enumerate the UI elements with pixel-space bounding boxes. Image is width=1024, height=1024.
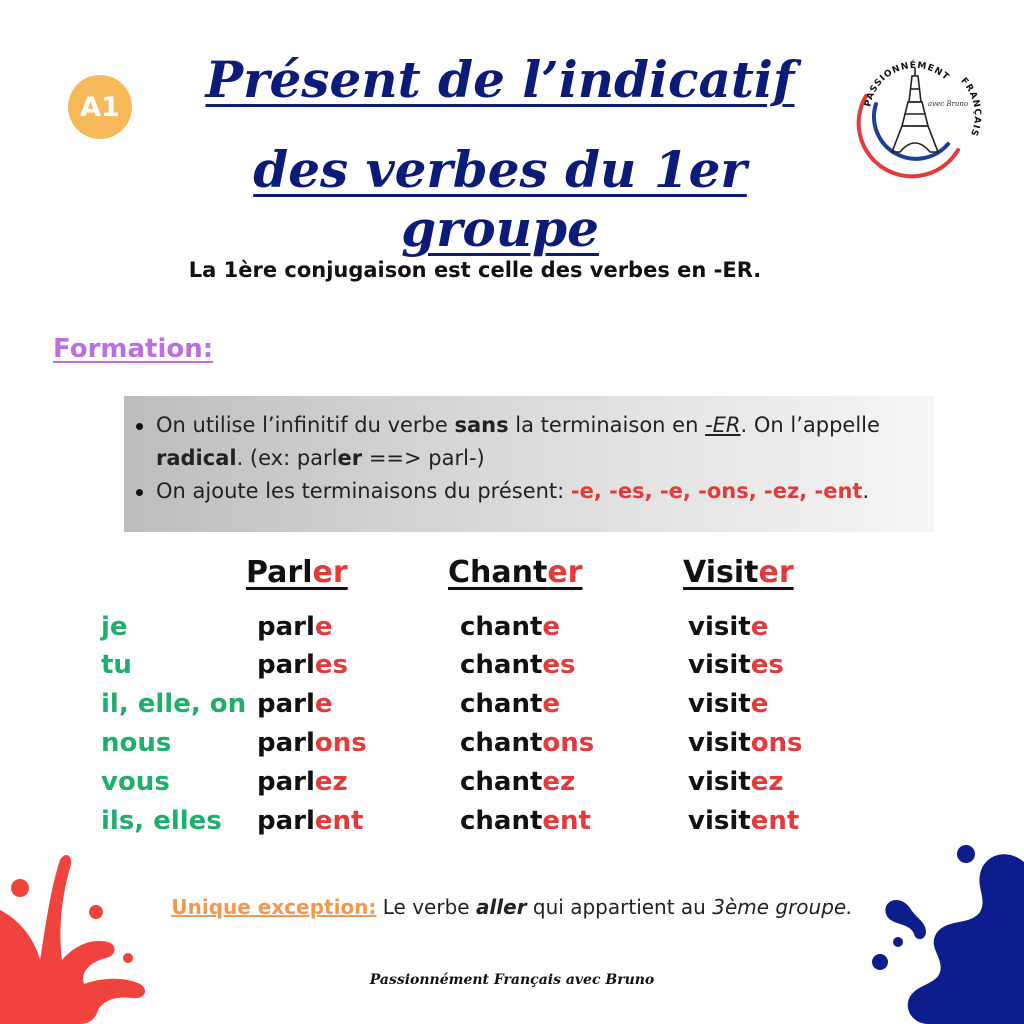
conjugated-form-parler [257,689,333,719]
verb-heading-visiter [683,555,794,590]
eiffel-tower-icon [892,68,938,152]
page-title-line-1: Présent de l’indicatif [205,50,795,109]
form-stem: visit [688,689,751,719]
rule-text: ==> parl-) [362,446,485,470]
conjugated-form-visiter [688,728,803,758]
exception-verb: aller [475,895,527,919]
conjugated-form-visiter [688,767,783,797]
pronoun: nous [101,728,172,758]
conjugated-form-chanter [460,728,594,758]
pronoun: ils, elles [101,806,222,836]
form-stem: parl [257,728,315,758]
formation-heading: Formation: [53,334,214,364]
page-title-line-2: des verbes du 1er groupe [253,140,747,258]
exception-label: Unique exception: [171,895,377,919]
form-ending: e [750,612,769,642]
form-ending: e [314,612,333,642]
rule-bold-er: er [337,446,363,470]
conjugated-form-chanter [460,612,560,642]
exception-group: 3ème groupe. [712,895,853,919]
form-ending: ent [542,806,591,836]
form-ending: es [750,650,784,680]
conjugated-form-chanter [460,806,591,836]
form-stem: parl [257,806,315,836]
exception-text: qui appartient au [526,895,713,919]
form-stem: chant [460,767,543,797]
form-ending: ent [314,806,364,836]
form-stem: chant [460,806,543,836]
form-ending: e [542,689,561,719]
form-ending: es [314,650,348,680]
rule-bold-sans: sans [454,413,509,437]
form-ending: ons [750,728,803,758]
pronoun: vous [101,767,170,797]
form-stem: chant [460,612,543,642]
form-stem: chant [460,728,543,758]
blue-paint-splash-icon [870,842,1024,1024]
rule-text: On utilise l’infinitif du verbe [156,413,455,437]
conjugation-row-nous [0,728,1024,767]
conjugated-form-parler [257,767,348,797]
conjugated-form-visiter [688,612,768,642]
form-ending: e [750,689,769,719]
form-stem: parl [257,650,315,680]
form-ending: ez [314,767,348,797]
form-stem: visit [688,806,751,836]
conjugated-form-parler [257,728,367,758]
conjugated-form-chanter [460,650,576,680]
conjugation-row-je [0,612,1024,651]
red-paint-splash-icon [0,850,150,1024]
verb-stem: Parl [246,555,313,590]
rule-text: . [862,479,870,503]
pronoun: il, elle, on [101,689,247,719]
form-ending: e [542,612,561,642]
verb-heading-parler [246,555,348,590]
rule-endings: -e, -es, -e, -ons, -ez, -ent [570,479,863,503]
form-stem: parl [257,689,315,719]
rule-bold-radical: radical [156,446,237,470]
conjugated-form-visiter [688,806,799,836]
logo-center-text: avec Bruno [928,100,969,108]
conjugation-row-vous [0,767,1024,806]
logo-right-text: FRANÇAIS [958,76,982,138]
level-badge [68,75,132,139]
conjugation-row-ils-elles [0,806,1024,845]
form-stem: chant [460,650,543,680]
footer-signature: Passionnément Français avec Bruno [369,972,655,988]
conjugated-form-chanter [460,689,560,719]
intro-text: La 1ère conjugaison est celle des verbes en -ER. [188,258,762,282]
verb-stem: Visit [683,555,759,590]
verb-ending: er [758,555,794,590]
verb-heading-chanter [448,555,582,590]
form-ending: es [542,650,576,680]
rule-text: la terminaison en [508,413,706,437]
pronoun: je [101,612,128,642]
conjugated-form-parler [257,612,333,642]
conjugation-row-tu [0,650,1024,689]
form-stem: visit [688,650,751,680]
conjugated-form-parler [257,806,363,836]
form-ending: ons [314,728,367,758]
form-ending: ons [542,728,595,758]
pronoun: tu [101,650,132,680]
logo-top-text: PASSIONNÉMENT [863,60,952,108]
brand-logo [848,46,982,180]
rule-text: . (ex: parl [236,446,338,470]
rule-text: . On l’appelle [740,413,880,437]
level-badge-label: A1 [80,91,120,123]
conjugation-row-il-elle-on [0,689,1024,728]
conjugated-form-chanter [460,767,575,797]
form-stem: parl [257,612,315,642]
verb-ending: er [547,555,583,590]
verb-stem: Chant [448,555,548,590]
rule-item-endings [134,475,934,508]
rule-text: On ajoute les terminaisons du présent: [156,479,571,503]
form-ending: ent [750,806,800,836]
form-stem: parl [257,767,315,797]
rule-item-radical [134,409,934,475]
conjugated-form-visiter [688,650,784,680]
exception-text: Le verbe [376,895,476,919]
form-stem: visit [688,728,751,758]
form-stem: visit [688,612,751,642]
formation-rules-list [124,396,934,508]
verb-ending: er [312,555,348,590]
rule-er-ending: -ER [705,413,741,437]
form-ending: e [314,689,333,719]
formation-rules-box [124,396,934,532]
conjugated-form-visiter [688,689,768,719]
form-ending: ez [750,767,784,797]
conjugated-form-parler [257,650,348,680]
form-stem: chant [460,689,543,719]
form-ending: ez [542,767,576,797]
form-stem: visit [688,767,751,797]
